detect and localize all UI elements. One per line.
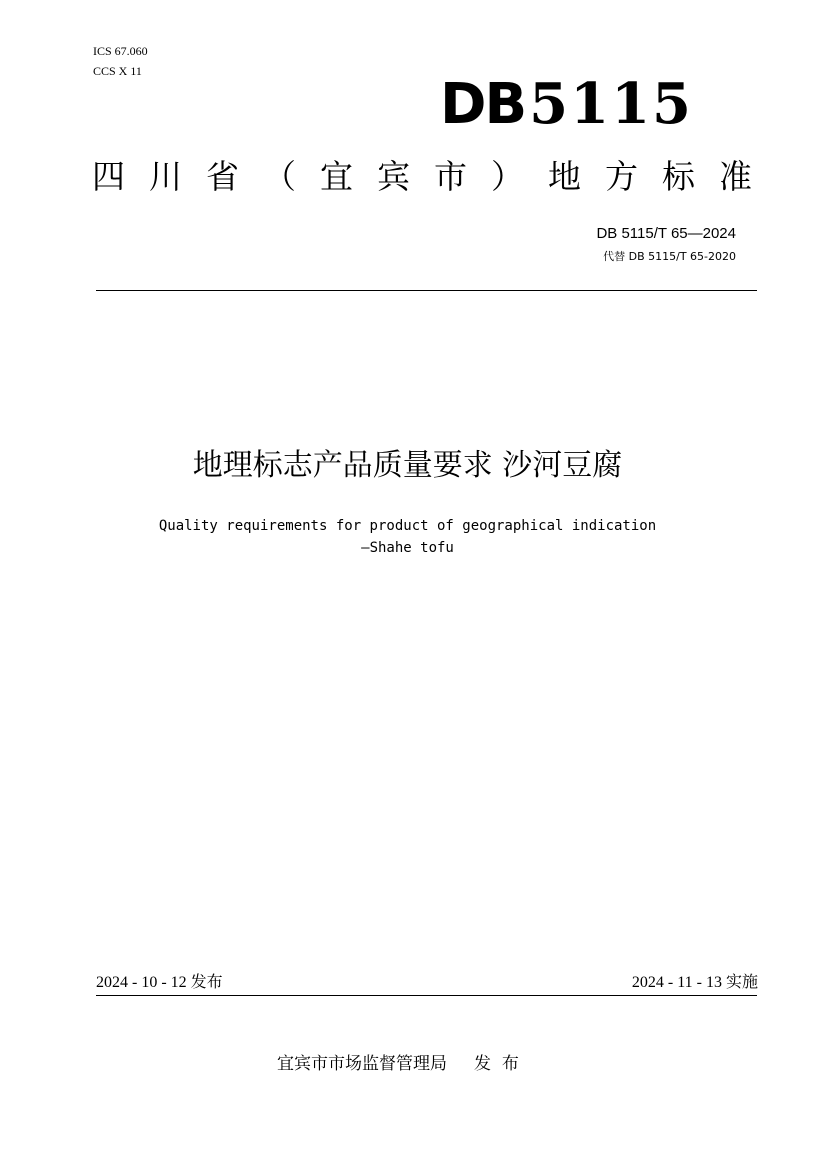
standard-number: DB 5115/T 65—2024 [596, 225, 736, 242]
release-date: 2024 - 10 - 12 发布 [96, 974, 223, 991]
local-standard-char: 方 [605, 157, 638, 196]
local-standard-char: 四 [92, 157, 125, 196]
bottom-divider [96, 995, 757, 996]
local-standard-char: 准 [719, 157, 752, 196]
local-standard-char: 地 [548, 157, 581, 196]
local-standard-char: ） [491, 157, 524, 196]
local-standard-char: 宾 [377, 157, 410, 196]
document-title-english [0, 515, 815, 559]
local-standard-char: （ [263, 157, 296, 196]
db-code-logo [440, 72, 693, 137]
english-title-line-2: —Shahe tofu [361, 540, 454, 556]
english-title-line-1: Quality requirements for product of geographical indication [158, 518, 657, 534]
ics-code: ICS 67.060 [93, 44, 148, 58]
local-standard-char: 川 [149, 157, 182, 196]
classification-codes [93, 41, 148, 81]
ccs-code: CCS X 11 [93, 64, 142, 78]
local-standard-char: 省 [206, 157, 239, 196]
implementation-date: 2024 - 11 - 13 实施 [631, 974, 758, 991]
local-standard-heading [92, 154, 752, 200]
issuing-authority: 宜宾市市场监督管理局 发 布 [277, 1054, 519, 1074]
db-number: 5115 [529, 71, 693, 137]
local-standard-char: 宜 [320, 157, 353, 196]
local-standard-char: 标 [662, 157, 695, 196]
local-standard-char: 市 [434, 157, 467, 196]
document-title-chinese: 地理标志产品质量要求 沙河豆腐 [192, 448, 623, 483]
top-divider [96, 290, 757, 291]
db-letters: DB [439, 72, 526, 137]
replaces-standard: 代替 DB 5115/T 65-2020 [603, 250, 736, 263]
